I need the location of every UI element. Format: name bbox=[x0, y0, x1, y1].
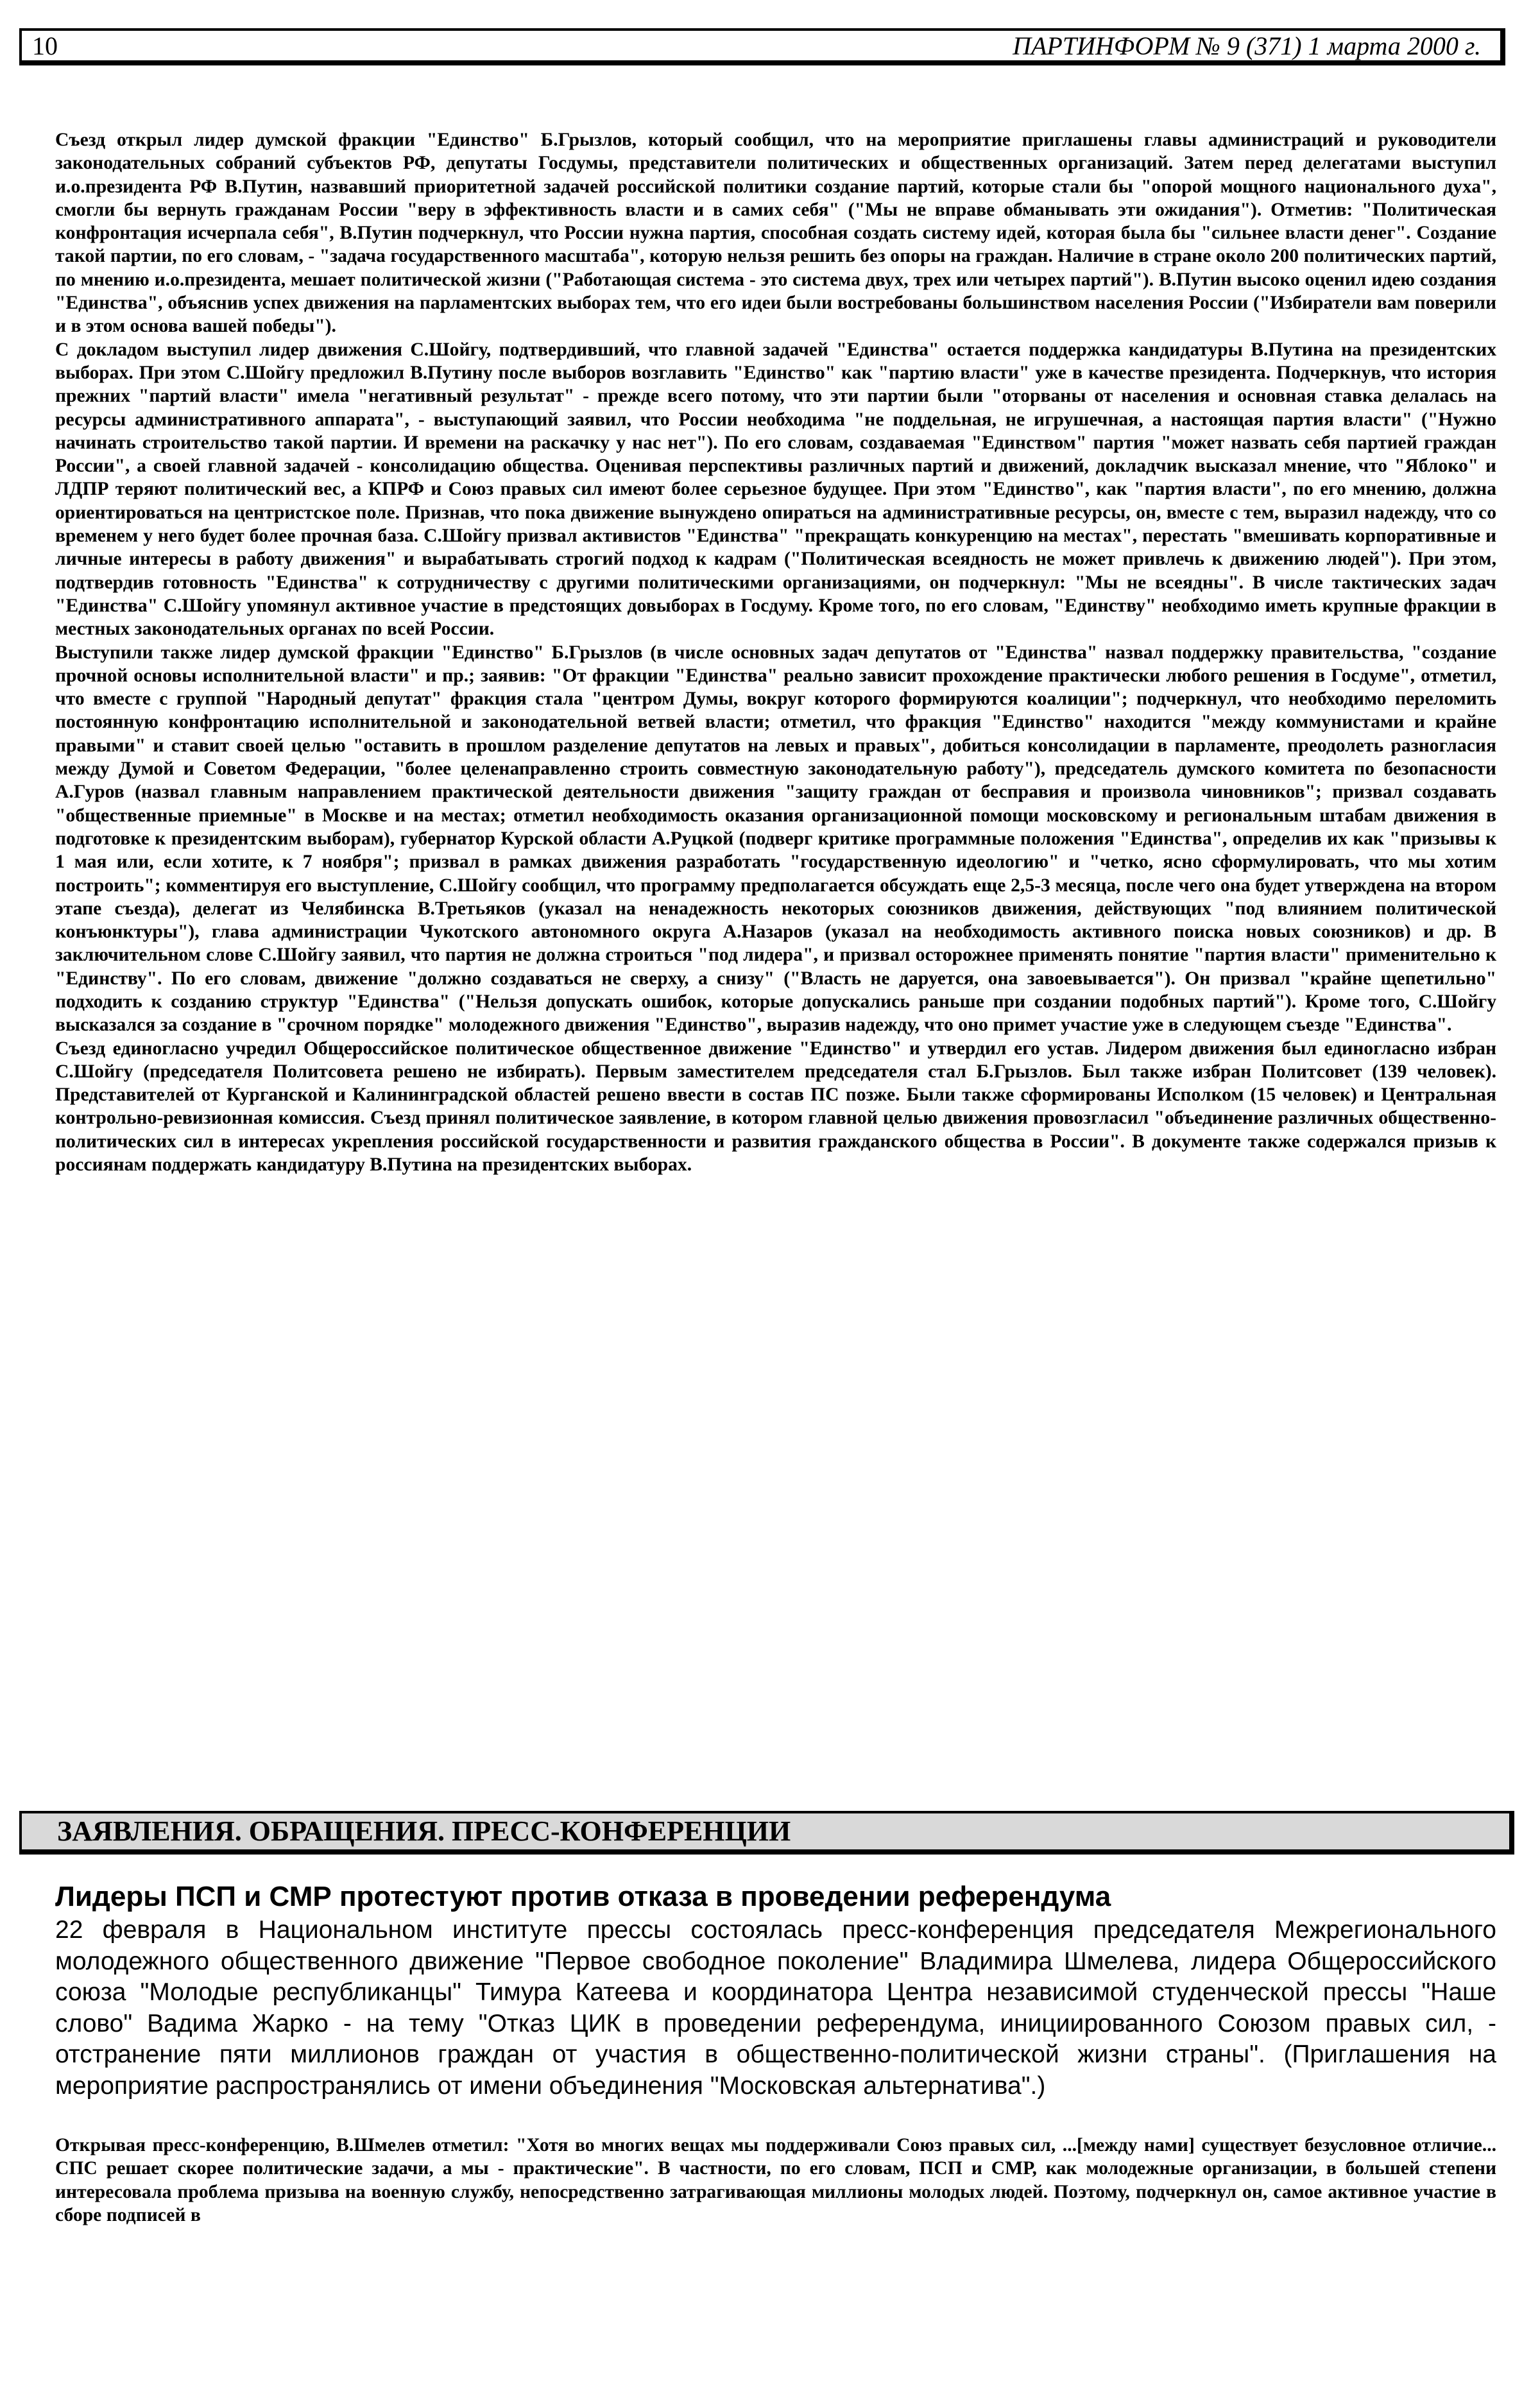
lead-paragraph: 22 февраля в Национальном институте прессы состоялась пресс-конференция председателя Межрегионального молодежного общественного движение "Первое свободное поколение" Владимира Шмелева, лидера Общероссийского союза "Молодые республиканцы" Тимура Катеева и координатора Центра независимой студенческой прессы "Наше слово" Вадима Жарко - на тему "Отказ ЦИК в проведении референдума, инициированного Союзом правых сил, - отстранение пяти миллионов граждан от участия в общественно-политической жизни страны". (Приглашения на мероприятие распространялись от имени объединения "Московская альтернатива".) bbox=[55, 1916, 1496, 2100]
page-number: 10 bbox=[32, 31, 58, 60]
article-paragraph: С докладом выступил лидер движения С.Шойгу, подтвердивший, что главной задачей "Единства" остается поддержка кандидатуры В.Путина на президентских выборах. При этом С.Шойгу предложил В.Путину после выборов возглавить "Единство" как "партию власти" уже в качестве президента. Подчеркнув, что история прежних "партий власти" имела "негативный результат" - прежде всего потому, что эти партии были "оторваны от населения и основная ставка делалась на ресурсы административного аппарата", - выступающий заявил, что России необходима "не поддельная, не игрушечная, а настоящая партия власти" ("Нужно начинать строительство такой партии. И времени на раскачку у нас нет"). По его словам, создаваемая "Единством" партия "может назвать себя партией граждан России", а своей главной задачей - консолидацию общества. Оценивая перспективы различных партий и движений, докладчик высказал мнение, что "Яблоко" и ЛДПР теряют политический вес, а КПРФ и Союз правых сил имеют более серьезное будущее. При этом "Единство", как "партия власти", по его мнению, должна ориентироваться на центристское поле. Признав, что пока движение вынуждено опираться на административные ресурсы, он, вместе с тем, выразил надежду, что со временем у него будет более прочная база. С.Шойгу призвал активистов "Единства" "прекращать конкуренцию на местах", перестать "вмешивать корпоративные и личные интересы в работу движения" и вырабатывать строгий подход к кадрам ("Политическая всеядность не может привлечь к движению людей"). При этом, подтвердив готовность "Единства" к сотрудничеству с другими политическими организациями, он подчеркнул: "Мы не всеядны". В числе тактических задач "Единства" С.Шойгу упомянул активное участие в предстоящих довыборах в Госдуму. Кроме того, по его словам, "Единству" необходимо иметь крупные фракции в местных законодательных органах по всей России. bbox=[55, 339, 1496, 640]
article-paragraph: Съезд открыл лидер думской фракции "Единство" Б.Грызлов, который сообщил, что на мероприятие приглашены главы администраций и руководители законодательных собраний субъектов РФ, депутаты Госдумы, представители политических и общественных организаций. Затем перед делегатами выступил и.о.президента РФ В.Путин, назвавший приоритетной задачей российской политики создание партий, которые стали бы "опорой мощного национального духа", смогли бы вернуть гражданам России "веру в эффективность власти и в самих себя" ("Мы не вправе обманывать эти ожидания"). Отметив: "Политическая конфронтация исчерпала себя", В.Путин подчеркнул, что России нужна партия, способная создать систему идей, которая была бы "сильнее власти денег". Создание такой партии, по его словам, - "задача государственного масштаба", которую нельзя решить без опоры на граждан. Наличие в стране около 200 политических партий, по мнению и.о.президента, мешает политической жизни ("Работающая система - это система двух, трех или четырех партий"). В.Путин высоко оценил идею создания "Единства", объяснив успех движения на парламентских выборах тем, что его идеи были востребованы большинством населения России ("Избиратели вам поверили и в этом основа вашей победы"). bbox=[55, 130, 1496, 337]
article-press-conference-body bbox=[55, 2134, 1496, 2227]
section-title-bar: ЗАЯВЛЕНИЯ. ОБРАЩЕНИЯ. ПРЕСС-КОНФЕРЕНЦИИ bbox=[19, 1811, 1514, 1855]
article-paragraph: Съезд единогласно учредил Общероссийское политическое общественное движение "Единство" и утвердил его устав. Лидером движения был единогласно избран С.Шойгу (председателя Политсовета решено не избирать). Первым заместителем председателя стал Б.Грызлов. Был также избран Политсовет (139 человек). Представителей от Курганской и Калининградской областей решено ввести в состав ПС позже. Были также сформированы Исполком (15 человек) и Центральная контрольно-ревизионная комиссия. Съезд принял политическое заявление, в котором главной целью движения провозгласил "объединение различных общественно-политических сил в интересах укрепления российской государственности и развития гражданского общества в России". В документе также содержался призыв к россиянам поддержать кандидатуру В.Путина на президентских выборах. bbox=[55, 1038, 1496, 1176]
page-header bbox=[19, 28, 1505, 65]
masthead: ПАРТИНФОРМ № 9 (371) 1 марта 2000 г. bbox=[1013, 31, 1481, 60]
article-paragraph: Выступили также лидер думской фракции "Единство" Б.Грызлов (в числе основных задач депутатов от "Единства" назвал поддержку правительства, "создание прочной основы исполнительной власти" и пр.; заявив: "От фракции "Единства" реально зависит прохождение практически любого решения в Госдуме", отметил, что вместе с группой "Народный депутат" фракция стала "центром Думы, вокруг которого формируются коалиции"; подчеркнул, что необходимо переломить постоянную конфронтацию исполнительной и законодательной ветвей власти; отметил, что фракция "Единство" находится "между коммунистами и крайне правыми" и ставит своей целью "оставить в прошлом разделение депутатов на левых и правых", добиться консолидации в парламенте, преодолеть разногласия между Думой и Советом Федерации, "более целенаправленно строить совместную законодательную работу"), председатель думского комитета по безопасности А.Гуров (назвал главным направлением практической деятельности движения "защиту граждан от бесправия и произвола чиновников"; призвал создавать "общественные приемные" в Москве и на местах; отметил необходимость оказания организационной помощи московскому и региональным штабам движения в подготовке к президентским выборам), губернатор Курской области А.Руцкой (подверг критике программные положения "Единства", определив их как "призывы к 1 мая или, если хотите, к 7 ноября"; призвал в рамках движения разработать "государственную идеологию" и "четко, ясно сформулировать, что мы хотим построить"; комментируя его выступление, С.Шойгу сообщил, что программу предполагается обсуждать еще 2,5-3 месяца, после чего она будет утверждена на втором этапе съезда), делегат из Челябинска В.Третьяков (указал на ненадежность некоторых союзников движения, действующих "под влиянием политической конъюнктуры"), глава администрации Чукотского автономного округа А.Назаров (указал на необходимость активного поиска новых союзников) и др. В заключительном слове С.Шойгу заявил, что партия не должна строиться "под лидера", и призвал осторожнее применять понятие "партия власти" применительно к "Единству". По его словам, движение "должно создаваться не сверху, а снизу" ("Власть не даруется, она завоевывается"). Он призвал "крайне щепетильно" подходить к созданию структур "Единства" ("Нельзя допускать ошибок, которые допускались раньше при создании подобных партий"). Кроме того, С.Шойгу высказался за создание в "срочном порядке" молодежного движения "Единство", выразив надежду, что оно примет участие уже в следующем съезде "Единства". bbox=[55, 642, 1496, 1036]
article-headline: Лидеры ПСП и СМР протестуют против отказа в проведении референдума bbox=[55, 1881, 1111, 1912]
article-lead bbox=[55, 1915, 1496, 2102]
article-congress-report bbox=[55, 128, 1496, 1176]
article-paragraph: Открывая пресс-конференцию, В.Шмелев отметил: "Хотя во многих вещах мы поддерживали Союз правых сил, ...[между нами] существует безусловное отличие... СПС решает скорее политические задачи, а мы - практические". В частности, по его словам, ПСП и СМР, как молодежные организации, в большей степени интересовала проблема призыва на военную службу, непосредственно затрагивающая миллионы молодых людей. Поэтому, подчеркнул он, самое активное участие в сборе подписей в bbox=[55, 2135, 1496, 2225]
